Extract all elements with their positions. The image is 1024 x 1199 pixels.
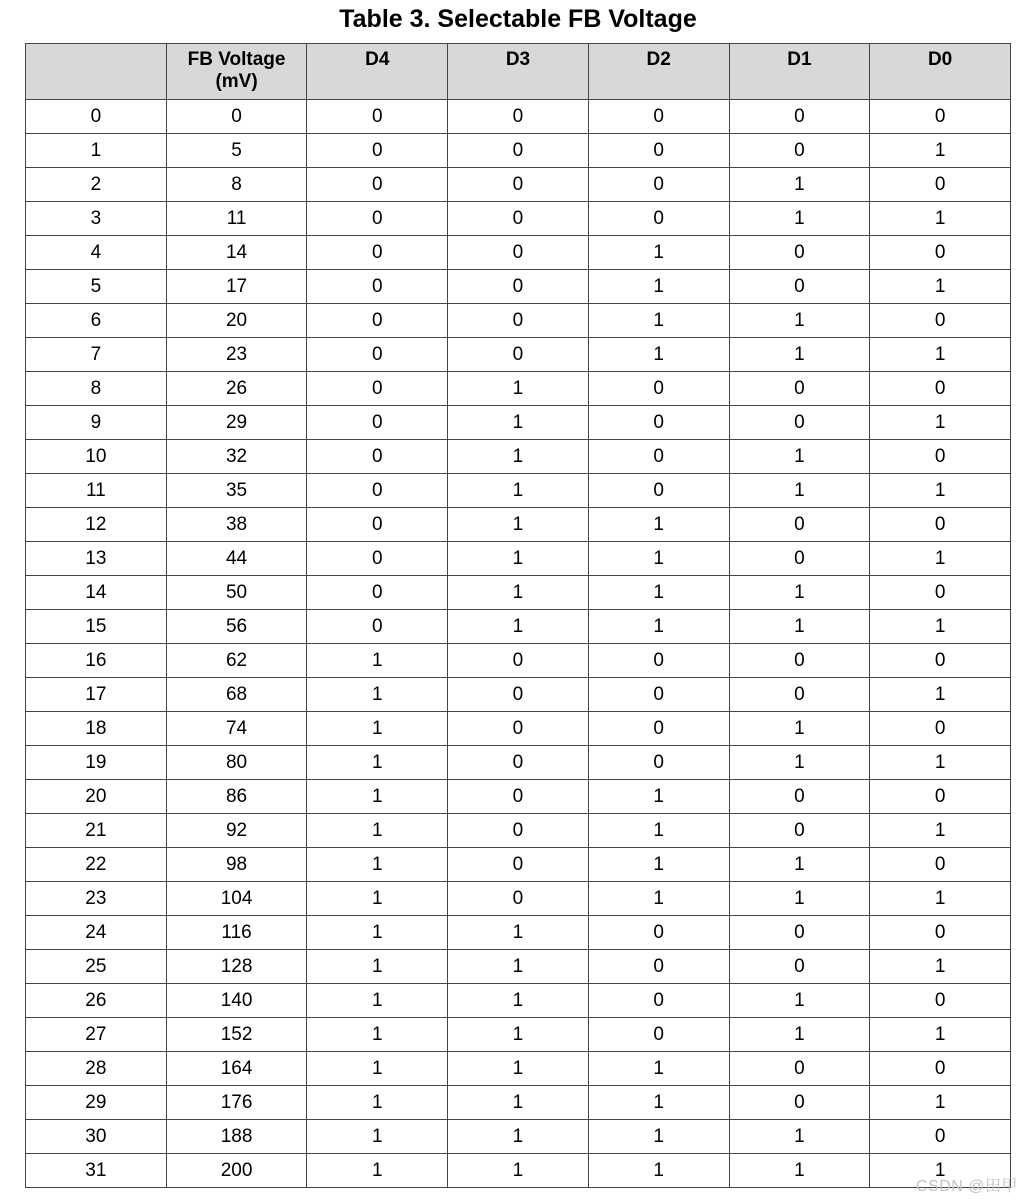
cell-d1: 1 <box>729 712 870 746</box>
cell-index: 30 <box>26 1120 167 1154</box>
table-row <box>26 406 1011 440</box>
cell-d0: 0 <box>870 1120 1011 1154</box>
cell-index: 27 <box>26 1018 167 1052</box>
cell-d1: 1 <box>729 1018 870 1052</box>
cell-d0: 1 <box>870 202 1011 236</box>
table-row <box>26 712 1011 746</box>
cell-d3: 1 <box>448 474 589 508</box>
table-row <box>26 644 1011 678</box>
table-row <box>26 440 1011 474</box>
cell-d2: 0 <box>588 474 729 508</box>
cell-fb-voltage: 5 <box>166 134 307 168</box>
cell-index: 10 <box>26 440 167 474</box>
cell-d3: 1 <box>448 406 589 440</box>
cell-d3: 0 <box>448 814 589 848</box>
cell-d3: 0 <box>448 100 589 134</box>
cell-d2: 0 <box>588 746 729 780</box>
cell-d0: 1 <box>870 1154 1011 1188</box>
cell-d2: 0 <box>588 202 729 236</box>
cell-d1: 1 <box>729 576 870 610</box>
cell-d1: 1 <box>729 304 870 338</box>
cell-d0: 1 <box>870 406 1011 440</box>
cell-d2: 0 <box>588 984 729 1018</box>
table-row <box>26 134 1011 168</box>
cell-d0: 1 <box>870 610 1011 644</box>
cell-d0: 1 <box>870 1086 1011 1120</box>
table-row <box>26 1018 1011 1052</box>
cell-d2: 0 <box>588 134 729 168</box>
cell-d3: 1 <box>448 984 589 1018</box>
cell-d4: 1 <box>307 780 448 814</box>
cell-d4: 0 <box>307 236 448 270</box>
cell-d1: 0 <box>729 1052 870 1086</box>
table-row <box>26 202 1011 236</box>
cell-index: 8 <box>26 372 167 406</box>
cell-d2: 1 <box>588 1052 729 1086</box>
cell-index: 12 <box>26 508 167 542</box>
table-row <box>26 474 1011 508</box>
cell-index: 4 <box>26 236 167 270</box>
cell-d3: 0 <box>448 202 589 236</box>
cell-fb-voltage: 80 <box>166 746 307 780</box>
cell-index: 2 <box>26 168 167 202</box>
cell-d3: 1 <box>448 372 589 406</box>
table-row <box>26 1154 1011 1188</box>
cell-fb-voltage: 44 <box>166 542 307 576</box>
cell-fb-voltage: 116 <box>166 916 307 950</box>
cell-fb-voltage: 35 <box>166 474 307 508</box>
cell-index: 9 <box>26 406 167 440</box>
cell-index: 6 <box>26 304 167 338</box>
table-row <box>26 984 1011 1018</box>
table-row <box>26 848 1011 882</box>
cell-d2: 0 <box>588 950 729 984</box>
cell-d1: 0 <box>729 678 870 712</box>
table-row <box>26 372 1011 406</box>
column-header-d1: D1 <box>729 44 870 100</box>
cell-d2: 1 <box>588 508 729 542</box>
cell-fb-voltage: 26 <box>166 372 307 406</box>
cell-index: 15 <box>26 610 167 644</box>
cell-fb-voltage: 74 <box>166 712 307 746</box>
cell-d4: 1 <box>307 1154 448 1188</box>
cell-d1: 0 <box>729 372 870 406</box>
cell-d0: 1 <box>870 882 1011 916</box>
cell-fb-voltage: 32 <box>166 440 307 474</box>
cell-fb-voltage: 17 <box>166 270 307 304</box>
table-row <box>26 814 1011 848</box>
table-row <box>26 1052 1011 1086</box>
cell-d3: 1 <box>448 576 589 610</box>
cell-d1: 0 <box>729 814 870 848</box>
cell-index: 28 <box>26 1052 167 1086</box>
cell-fb-voltage: 0 <box>166 100 307 134</box>
cell-d2: 0 <box>588 168 729 202</box>
cell-index: 14 <box>26 576 167 610</box>
cell-d4: 0 <box>307 270 448 304</box>
cell-d2: 1 <box>588 848 729 882</box>
cell-d1: 1 <box>729 882 870 916</box>
cell-d2: 0 <box>588 644 729 678</box>
cell-index: 26 <box>26 984 167 1018</box>
cell-d3: 0 <box>448 168 589 202</box>
cell-d4: 1 <box>307 678 448 712</box>
cell-d2: 1 <box>588 780 729 814</box>
table-row <box>26 916 1011 950</box>
cell-d1: 0 <box>729 950 870 984</box>
cell-d1: 1 <box>729 746 870 780</box>
cell-d1: 1 <box>729 440 870 474</box>
fb-voltage-table <box>25 43 1011 1188</box>
cell-d1: 0 <box>729 780 870 814</box>
cell-d4: 1 <box>307 848 448 882</box>
cell-index: 21 <box>26 814 167 848</box>
cell-d2: 0 <box>588 372 729 406</box>
cell-d0: 0 <box>870 1052 1011 1086</box>
cell-fb-voltage: 14 <box>166 236 307 270</box>
cell-d3: 0 <box>448 270 589 304</box>
cell-d3: 1 <box>448 440 589 474</box>
cell-d1: 0 <box>729 134 870 168</box>
table-row <box>26 270 1011 304</box>
cell-d4: 1 <box>307 950 448 984</box>
cell-d0: 1 <box>870 678 1011 712</box>
cell-d3: 1 <box>448 1120 589 1154</box>
cell-d4: 0 <box>307 610 448 644</box>
cell-d2: 1 <box>588 1154 729 1188</box>
cell-fb-voltage: 200 <box>166 1154 307 1188</box>
cell-d0: 0 <box>870 644 1011 678</box>
cell-d1: 1 <box>729 984 870 1018</box>
cell-index: 18 <box>26 712 167 746</box>
cell-d4: 1 <box>307 1018 448 1052</box>
cell-fb-voltage: 188 <box>166 1120 307 1154</box>
cell-d2: 1 <box>588 1086 729 1120</box>
cell-d3: 1 <box>448 916 589 950</box>
cell-d2: 0 <box>588 440 729 474</box>
cell-fb-voltage: 152 <box>166 1018 307 1052</box>
cell-d1: 1 <box>729 474 870 508</box>
cell-d2: 0 <box>588 712 729 746</box>
table-row <box>26 508 1011 542</box>
cell-d1: 0 <box>729 236 870 270</box>
cell-d0: 1 <box>870 542 1011 576</box>
cell-d2: 0 <box>588 916 729 950</box>
cell-d3: 0 <box>448 644 589 678</box>
cell-index: 19 <box>26 746 167 780</box>
cell-index: 31 <box>26 1154 167 1188</box>
cell-d3: 0 <box>448 712 589 746</box>
cell-d1: 0 <box>729 542 870 576</box>
cell-d3: 0 <box>448 236 589 270</box>
cell-d1: 1 <box>729 1120 870 1154</box>
table-row <box>26 1086 1011 1120</box>
cell-fb-voltage: 86 <box>166 780 307 814</box>
table-row <box>26 542 1011 576</box>
cell-fb-voltage: 50 <box>166 576 307 610</box>
table-row <box>26 950 1011 984</box>
cell-index: 3 <box>26 202 167 236</box>
cell-d3: 0 <box>448 780 589 814</box>
cell-fb-voltage: 98 <box>166 848 307 882</box>
cell-d0: 0 <box>870 576 1011 610</box>
cell-d4: 0 <box>307 576 448 610</box>
cell-fb-voltage: 176 <box>166 1086 307 1120</box>
cell-d2: 1 <box>588 610 729 644</box>
cell-d2: 1 <box>588 236 729 270</box>
cell-d3: 0 <box>448 304 589 338</box>
table-row <box>26 678 1011 712</box>
table-row <box>26 576 1011 610</box>
cell-index: 22 <box>26 848 167 882</box>
cell-index: 0 <box>26 100 167 134</box>
cell-d1: 0 <box>729 644 870 678</box>
cell-d2: 1 <box>588 814 729 848</box>
cell-index: 1 <box>26 134 167 168</box>
table-body <box>26 100 1011 1188</box>
cell-d4: 0 <box>307 168 448 202</box>
column-header-d3: D3 <box>448 44 589 100</box>
cell-d3: 1 <box>448 1018 589 1052</box>
cell-d4: 0 <box>307 406 448 440</box>
cell-d3: 1 <box>448 950 589 984</box>
cell-d4: 0 <box>307 508 448 542</box>
cell-fb-voltage: 38 <box>166 508 307 542</box>
cell-index: 17 <box>26 678 167 712</box>
cell-d1: 0 <box>729 1086 870 1120</box>
cell-d3: 1 <box>448 508 589 542</box>
cell-d2: 0 <box>588 100 729 134</box>
table-title: Table 3. Selectable FB Voltage <box>339 5 697 33</box>
cell-d4: 1 <box>307 916 448 950</box>
cell-d2: 1 <box>588 270 729 304</box>
column-header-fb-voltage: FB Voltage (mV) <box>166 44 307 100</box>
cell-d4: 0 <box>307 338 448 372</box>
table-row <box>26 882 1011 916</box>
cell-d0: 0 <box>870 508 1011 542</box>
cell-d3: 0 <box>448 134 589 168</box>
table-row <box>26 610 1011 644</box>
cell-d0: 1 <box>870 746 1011 780</box>
cell-fb-voltage: 11 <box>166 202 307 236</box>
cell-index: 5 <box>26 270 167 304</box>
cell-d0: 0 <box>870 304 1011 338</box>
cell-d4: 1 <box>307 644 448 678</box>
cell-d4: 0 <box>307 202 448 236</box>
cell-fb-voltage: 68 <box>166 678 307 712</box>
cell-d1: 1 <box>729 202 870 236</box>
table-row <box>26 1120 1011 1154</box>
cell-index: 25 <box>26 950 167 984</box>
cell-d2: 1 <box>588 1120 729 1154</box>
cell-d1: 0 <box>729 916 870 950</box>
cell-index: 29 <box>26 1086 167 1120</box>
cell-index: 7 <box>26 338 167 372</box>
cell-d4: 0 <box>307 134 448 168</box>
column-header-index <box>26 44 167 100</box>
cell-fb-voltage: 104 <box>166 882 307 916</box>
cell-index: 13 <box>26 542 167 576</box>
cell-d0: 0 <box>870 100 1011 134</box>
cell-d0: 1 <box>870 814 1011 848</box>
cell-d3: 0 <box>448 746 589 780</box>
cell-d2: 1 <box>588 304 729 338</box>
cell-d0: 0 <box>870 848 1011 882</box>
cell-d0: 1 <box>870 474 1011 508</box>
cell-d4: 1 <box>307 984 448 1018</box>
cell-index: 20 <box>26 780 167 814</box>
cell-fb-voltage: 20 <box>166 304 307 338</box>
cell-d4: 1 <box>307 1052 448 1086</box>
cell-d4: 0 <box>307 440 448 474</box>
header-row <box>26 44 1011 100</box>
table-row <box>26 236 1011 270</box>
cell-d3: 1 <box>448 542 589 576</box>
cell-fb-voltage: 56 <box>166 610 307 644</box>
cell-d4: 0 <box>307 372 448 406</box>
cell-d4: 1 <box>307 1086 448 1120</box>
cell-d0: 0 <box>870 712 1011 746</box>
cell-d3: 0 <box>448 848 589 882</box>
cell-fb-voltage: 62 <box>166 644 307 678</box>
cell-d2: 1 <box>588 882 729 916</box>
cell-d0: 1 <box>870 950 1011 984</box>
cell-fb-voltage: 8 <box>166 168 307 202</box>
column-header-d0: D0 <box>870 44 1011 100</box>
cell-index: 16 <box>26 644 167 678</box>
cell-d0: 1 <box>870 338 1011 372</box>
cell-d4: 0 <box>307 542 448 576</box>
table-row <box>26 746 1011 780</box>
cell-d2: 0 <box>588 406 729 440</box>
cell-d0: 0 <box>870 916 1011 950</box>
cell-d1: 0 <box>729 406 870 440</box>
cell-fb-voltage: 140 <box>166 984 307 1018</box>
cell-d4: 1 <box>307 746 448 780</box>
cell-d1: 1 <box>729 848 870 882</box>
cell-d0: 0 <box>870 780 1011 814</box>
table-row <box>26 338 1011 372</box>
cell-d4: 1 <box>307 882 448 916</box>
cell-d0: 0 <box>870 236 1011 270</box>
cell-d0: 0 <box>870 372 1011 406</box>
cell-d3: 1 <box>448 610 589 644</box>
cell-d1: 0 <box>729 270 870 304</box>
cell-d4: 1 <box>307 1120 448 1154</box>
table-row <box>26 168 1011 202</box>
cell-fb-voltage: 164 <box>166 1052 307 1086</box>
cell-d0: 1 <box>870 270 1011 304</box>
cell-d4: 0 <box>307 100 448 134</box>
cell-d2: 1 <box>588 542 729 576</box>
cell-d3: 0 <box>448 882 589 916</box>
cell-fb-voltage: 128 <box>166 950 307 984</box>
cell-fb-voltage: 92 <box>166 814 307 848</box>
cell-d1: 1 <box>729 1154 870 1188</box>
cell-d4: 1 <box>307 814 448 848</box>
cell-d4: 0 <box>307 304 448 338</box>
cell-d4: 1 <box>307 712 448 746</box>
column-header-d2: D2 <box>588 44 729 100</box>
cell-fb-voltage: 23 <box>166 338 307 372</box>
cell-d1: 0 <box>729 508 870 542</box>
cell-d2: 1 <box>588 576 729 610</box>
cell-d1: 1 <box>729 338 870 372</box>
cell-d1: 0 <box>729 100 870 134</box>
cell-d2: 0 <box>588 678 729 712</box>
cell-d3: 0 <box>448 338 589 372</box>
cell-d3: 0 <box>448 678 589 712</box>
cell-d1: 1 <box>729 610 870 644</box>
cell-d1: 1 <box>729 168 870 202</box>
cell-fb-voltage: 29 <box>166 406 307 440</box>
cell-d0: 1 <box>870 134 1011 168</box>
table-row <box>26 780 1011 814</box>
watermark: CSDN @田甲 <box>915 1178 1018 1195</box>
cell-d3: 1 <box>448 1154 589 1188</box>
table-row <box>26 100 1011 134</box>
cell-d0: 0 <box>870 440 1011 474</box>
cell-index: 24 <box>26 916 167 950</box>
cell-d4: 0 <box>307 474 448 508</box>
cell-d3: 1 <box>448 1052 589 1086</box>
cell-d0: 0 <box>870 168 1011 202</box>
cell-d0: 0 <box>870 984 1011 1018</box>
cell-d2: 1 <box>588 338 729 372</box>
table-row <box>26 304 1011 338</box>
column-header-d4: D4 <box>307 44 448 100</box>
cell-index: 11 <box>26 474 167 508</box>
cell-d0: 1 <box>870 1018 1011 1052</box>
cell-d2: 0 <box>588 1018 729 1052</box>
cell-d3: 1 <box>448 1086 589 1120</box>
cell-index: 23 <box>26 882 167 916</box>
